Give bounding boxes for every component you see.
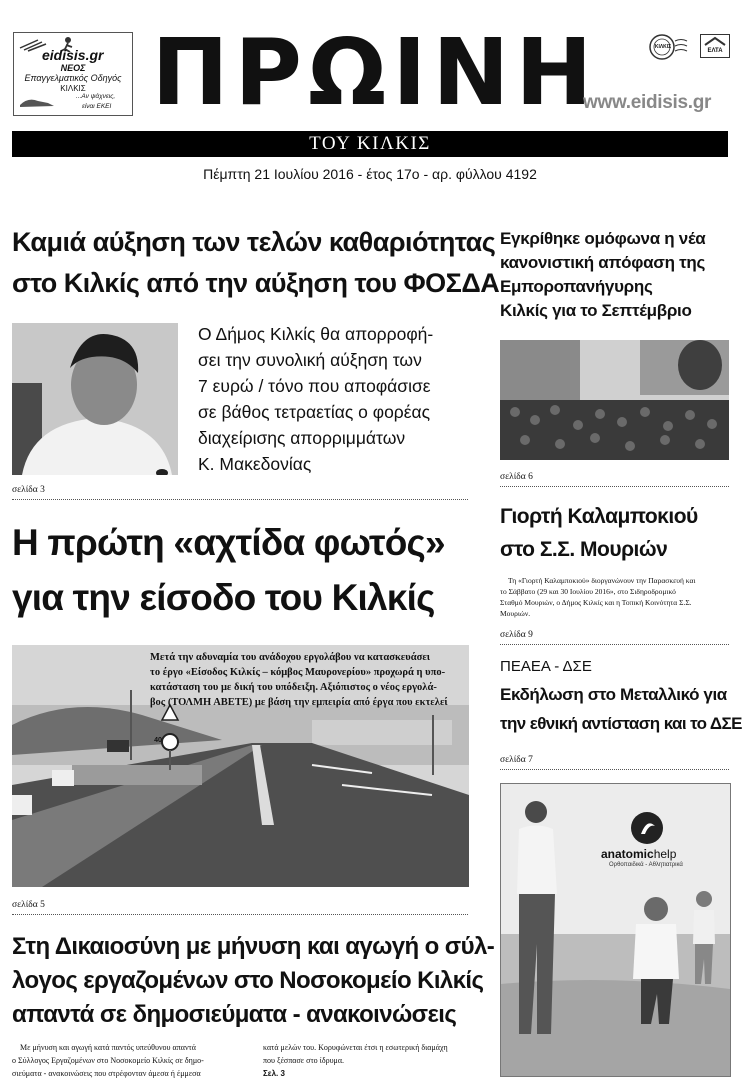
masthead-subtitle: ΤΟΥ ΚΙΛΚΙΣ bbox=[309, 133, 431, 154]
side2-body-line: Σταθμό Μουριών, ο Δήμος Κιλκίς και η Τοπική Κοινότητα Σ.Σ. bbox=[500, 598, 692, 607]
story3-text-line: Με μήνυση και αγωγή κατά παντός υπεύθυνου απαντά bbox=[20, 1043, 196, 1052]
story1-body-line: σε βάθος τετραετίας ο φορέας bbox=[198, 402, 431, 422]
story1-body-line: Κ. Μακεδονίας bbox=[198, 454, 312, 474]
side3-headline-line1[interactable]: Εκδήλωση στο Μεταλλικό για bbox=[500, 685, 727, 704]
man-figure-icon bbox=[517, 801, 557, 1034]
side2-body-line: Τη «Γιορτή Καλαμποκιού» διοργανώνουν την Παρασκευή και bbox=[508, 576, 696, 585]
side2-headline-line2[interactable]: στο Σ.Σ. Μουριών bbox=[500, 538, 668, 561]
ad-line3: ΚΙΛΚΙΣ bbox=[60, 84, 86, 93]
shoes-icon bbox=[18, 93, 58, 109]
story3-page-ref[interactable]: Σελ. 3 bbox=[263, 1069, 285, 1078]
side1-headline-line: κανονιστική απόφαση της bbox=[500, 253, 706, 272]
side1-headline-line: Εμποροπανήγυρης bbox=[500, 277, 653, 296]
story1-headline-line2[interactable]: στο Κιλκίς από την αύξηση του ΦΟΣΔΑ bbox=[12, 268, 500, 298]
divider bbox=[500, 769, 729, 770]
story1-body-line: 7 ευρώ / τόνο που αποφάσισε bbox=[198, 376, 431, 396]
side1-headline-line: Κιλκίς για το Σεπτέμβριο bbox=[500, 301, 692, 320]
advert-tagline: Ορθοπαιδικά - Αθλητιατρικά bbox=[609, 862, 683, 868]
advert-brand-a: anatomic bbox=[601, 847, 654, 861]
story3-text-line: που ξέσπασε στο ίδρυμα. bbox=[263, 1056, 345, 1065]
story1-body-line: Ο Δήμος Κιλκίς θα απορροφή- bbox=[198, 324, 434, 344]
side2-headline-line1[interactable]: Γιορτή Καλαμποκιού bbox=[500, 505, 698, 528]
side3-headline-line2[interactable]: την εθνική αντίσταση και το ΔΣΕ bbox=[500, 714, 742, 733]
story2-caption-line: το έργο «Είσοδος Κιλκίς – κόμβος Μαυρονερίου» προχωρά η υπο- bbox=[150, 667, 446, 678]
story2-page-ref[interactable]: σελίδα 5 bbox=[12, 900, 45, 910]
story3-col2 bbox=[263, 1041, 473, 1080]
story2-caption-line: βος (ΤΟΛΜΗ ΑΒΕΤΕ) με βάση την εμπειρία από έργα που εκτελεί bbox=[150, 697, 448, 708]
story3-text-line: ο Σύλλογος Εργαζομένων στο Νοσοκομείο Κιλκίς σε δημο- bbox=[12, 1056, 204, 1065]
divider bbox=[500, 644, 729, 645]
ad-line2: Επαγγελματικός Οδηγός bbox=[24, 73, 122, 83]
side2-body-line: Μουριών. bbox=[500, 609, 531, 618]
divider bbox=[12, 499, 468, 500]
advert-brand bbox=[601, 847, 676, 861]
story1-body-line: διαχείρισης απορριμμάτων bbox=[198, 428, 406, 448]
side2-body-line: το Σάββατο (29 και 30 Ιουλίου 2016», στο Σιδηροδρομικό bbox=[500, 587, 676, 596]
story3-col1 bbox=[12, 1041, 247, 1080]
side3-kicker: ΠΕΑΕΑ - ΔΣΕ bbox=[500, 658, 592, 675]
ad-line4: ...Αν ψάχνεις, bbox=[76, 93, 116, 100]
website-url[interactable]: www.eidisis.gr bbox=[583, 92, 712, 113]
side1-headline-line: Εγκρίθηκε ομόφωνα η νέα bbox=[500, 229, 706, 248]
story3-headline-line: λογος εργαζομένων στο Νοσοκομείο Κιλκίς bbox=[12, 967, 484, 994]
ad-box-eidisis[interactable] bbox=[13, 32, 133, 116]
side1-page-ref[interactable]: σελίδα 6 bbox=[500, 472, 533, 482]
advert-brand-b: help bbox=[653, 847, 677, 861]
side1-headline[interactable] bbox=[500, 227, 705, 323]
story3-headline-line: Στη Δικαιοσύνη με μήνυση και αγωγή ο σύλ- bbox=[12, 933, 495, 960]
story2-caption-line: Μετά την αδυναμία του ανάδοχου εργολάβου να κατασκευάσει bbox=[150, 652, 431, 663]
speed-sign-number: 40 bbox=[154, 737, 162, 744]
story1-photo bbox=[12, 323, 178, 475]
ad-line5: είναι ΕΚΕΙ bbox=[82, 103, 112, 110]
masthead-title: ΠΡΩΙΝΗ bbox=[151, 19, 599, 126]
story2-headline-line2[interactable]: για την είσοδο του Κιλκίς bbox=[12, 577, 435, 618]
story1-body-line: σει την συνολική αύξηση των bbox=[198, 350, 422, 370]
story1-headline-line1[interactable]: Καμιά αύξηση των τελών καθαριότητας bbox=[12, 227, 496, 257]
story1-page-ref[interactable]: σελίδα 3 bbox=[12, 485, 45, 495]
story3-text-line: σιεύματα - ανακοινώσεις που στρέφονταν άμεσα ή έμμεσα bbox=[12, 1069, 201, 1078]
post-logo-icon bbox=[700, 34, 730, 58]
dateline: Πέμπτη 21 Ιουλίου 2016 - έτος 17ο - αρ. φύλλου 4192 bbox=[203, 166, 537, 182]
story3-headline[interactable] bbox=[12, 930, 494, 1032]
divider bbox=[500, 486, 729, 487]
stamp-text: ΚΙΛΚΙΣ bbox=[654, 44, 672, 50]
story2-caption-line: κατάσταση του με δική του υπόδειξη. Αξιόπιστος ο νέος εργολά- bbox=[150, 682, 437, 693]
side3-page-ref[interactable]: σελίδα 7 bbox=[500, 755, 533, 765]
fair-crowd-photo bbox=[500, 340, 729, 460]
anatomic-advert[interactable] bbox=[500, 783, 731, 1077]
story2-headline-line1[interactable]: Η πρώτη «αχτίδα φωτός» bbox=[12, 522, 445, 563]
story3-headline-line: απαντά σε δημοσιεύματα - ανακοινώσεις bbox=[12, 1001, 457, 1028]
story3-text-line: κατά μελών του. Κορυφώνεται έτσι η εσωτερική διαμάχη bbox=[263, 1043, 448, 1052]
anatomic-logo-icon bbox=[631, 812, 663, 844]
divider bbox=[12, 914, 468, 915]
story1-body bbox=[198, 321, 433, 477]
side2-body bbox=[500, 575, 729, 619]
ad-brand: eidisis.gr bbox=[42, 47, 104, 63]
side2-page-ref[interactable]: σελίδα 9 bbox=[500, 630, 533, 640]
story2-caption bbox=[150, 650, 465, 710]
post-logo-text: ΕΛΤΑ bbox=[707, 48, 723, 54]
ad-line1: ΝΕΟΣ bbox=[60, 63, 86, 73]
